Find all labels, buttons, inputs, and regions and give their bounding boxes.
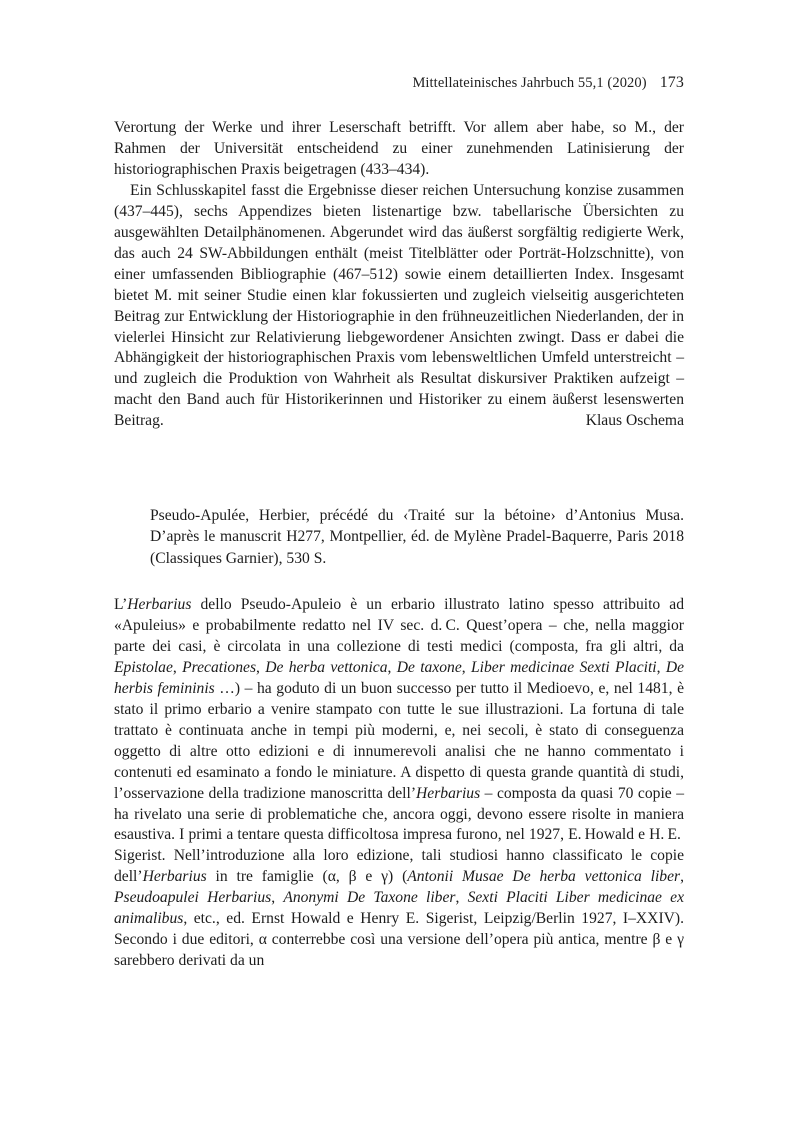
work-title-epistolae: Epistolae [114,658,173,676]
text-segment: …) – ha goduto di un buon successo per tutto il Medioevo, e, nel 1481, è stato il primo erbario a venire stampato con tutte le sue illustrazioni. La fortuna di tale trattato è continuata anche in tempi più moderni, e, nei secoli, è stato di conseguenza oggetto di altre otto edizioni e di innumerevoli analisi che ne hanno commentato i contenuti ed esaminato a fondo le miniature. A dispetto di questa grande quantità di studi, l’osservazione della tradizione manoscritta dell’ [114,679,685,802]
text-segment: L’ [114,596,128,613]
review-two-body [114,595,684,972]
text-segment: dello Pseudo-Apuleio è un erbario illustrato latino spesso attribuito ad «Apuleius» e probabilmente redatto nel IV sec. d. C. Quest’opera – che, nella maggior parte dei casi, è circolata in una collezione di testi medici (composta, fra gli altri, da [114,596,684,655]
work-title-herbarius-3: Herbarius [142,868,207,886]
text-segment: , [271,889,284,907]
text-segment: , [680,868,684,886]
work-title-antonii-musae: Antonii Musae De herba vettonica liber [407,868,681,886]
work-title-de-herba-vettonica: De herba vettonica [265,658,388,676]
citation-text: Pseudo-Apulée, Herbier, précédé du ‹Traité sur la bétoine› d’Antonius Musa. D’après le manuscrit H277, Montpellier, éd. de Mylène Pradel-Baquerre, Paris 2018 (Classiques Garnier), 530 S. [150,507,684,567]
text-segment: in tre famiglie (α, β e γ) ( [206,868,408,886]
review-one-paragraph-2-text: Ein Schlusskapitel fasst die Ergebnisse dieser reichen Untersuchung konzise zusammen (437–445), sechs Appendizes bieten listenartige bzw. tabellarische Übersichten zu ausgewählten Detailphänomenen. Abgerundet wird das äußerst sorgfältig redigierte Werk, das auch 24 SW-Abbildungen enthält (meist Titelblätter oder Porträt-Holzschnitte), von einer umfassenden Bibliographie (467–512) sowie einem detaillierten Index. Insgesamt bietet M. mit seiner Studie einen klar fokussierten und zugleich vielseitig ausgerichteten Beitrag zur Entwicklung der Historiographie in den frühneuzeitlichen Niederlanden, der in vielerlei Hinsicht zur Relativierung liebgewordener Ansichten zwingt. Dass er dabei die Abhängigkeit der historiographischen Praxis vom lebensweltlichen Umfeld unterstreicht – und zugleich die Produktion von Wahrheit als Resultat diskursiver Praktiken aufzeigt – macht den Band auch für Historikerinnen und Historiker zu einem äußerst lesenswerten Beitrag. [114,181,684,430]
work-title-sexti-placiti-liber: Sexti Placiti Liber medicinae ex animalibus [114,889,685,928]
review-one-paragraph-2 [114,181,684,432]
reviewer-signature: Klaus Oschema [585,412,684,430]
work-title-liber-medicinae-sexti-placiti: Liber medicinae Sexti Placiti [470,658,657,676]
work-title-de-herbis-femininis: De herbis femininis [114,658,685,697]
text-segment: , [172,658,183,676]
text-segment: , etc., ed. Ernst Howald e Henry E. Sigerist, Leipzig/Berlin 1927, I–XXIV). Secondo i due editori, α conterrebbe così una versione dell’opera più antica, mentre β e γ sarebbero derivati da un [114,910,684,970]
work-title-pseudoapulei-herbarius: Pseudoapulei Herbarius [114,889,272,907]
text-segment: , [387,658,397,676]
text-segment: – composta da quasi 70 copie – ha rivelato una serie di problematiche che, ancora oggi, devono essere risolte in maniera esaustiva. I primi a tentare questa difficoltosa impresa furono, nel 1927, E. Howald e H. E. Sigerist. Nell’introduzione alla loro edizione, tali studiosi hanno classificato le copie dell’ [114,784,684,886]
review-one-body [114,118,684,432]
text-segment: , [656,658,666,676]
work-title-herbarius-2: Herbarius [416,784,481,802]
review-one-paragraph-1: Verortung der Werke und ihrer Leserschaft betrifft. Vor allem aber habe, so M., der Rahmen der Universität entscheidend zu einer zunehmenden Latinisierung der historiographischen Praxis beigetragen (433–434). [114,119,684,178]
page-number: 173 [659,74,684,91]
bibliographic-citation [150,505,684,569]
work-title-anonymi-de-taxone-liber: Anonymi De Taxone liber [283,889,456,907]
text-segment: , [461,658,471,676]
work-title-de-taxone: De taxone [396,658,462,676]
text-segment: , [455,889,468,907]
text-segment: , [256,658,266,676]
journal-title: Mittellateinisches Jahrbuch 55,1 (2020) [412,75,647,91]
running-header [114,74,684,92]
work-title-precationes: Precationes [182,658,257,676]
review-two-paragraph [114,595,684,972]
work-title-herbarius: Herbarius [127,596,192,613]
